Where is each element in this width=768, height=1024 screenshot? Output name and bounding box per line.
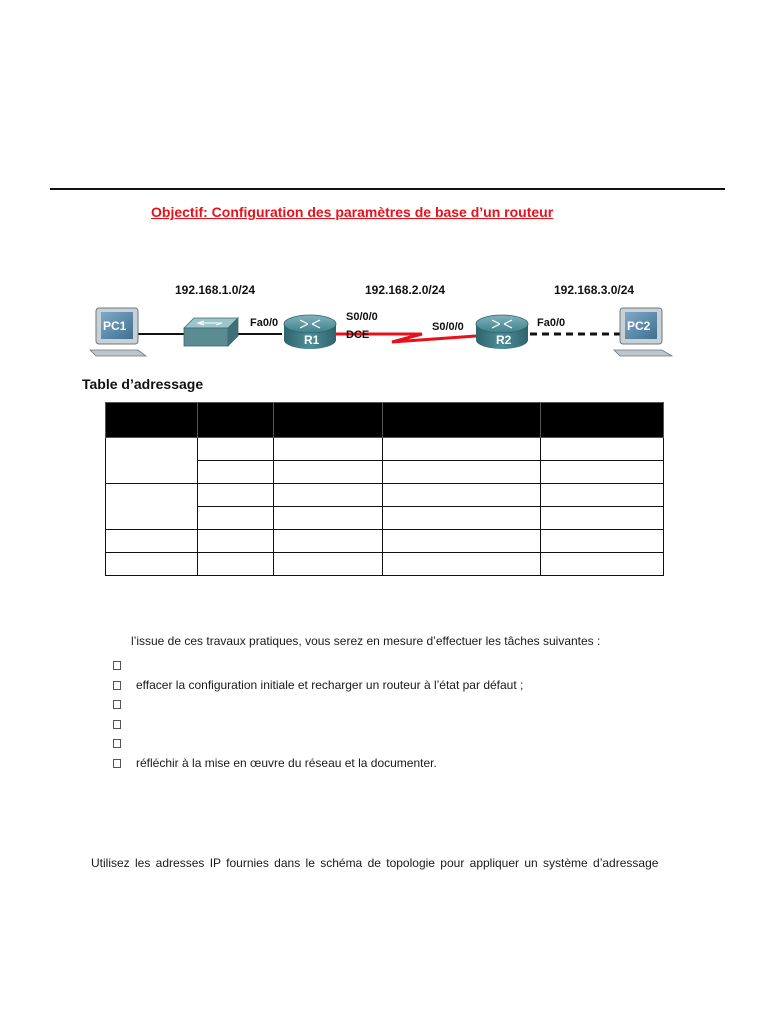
- table-cell: [541, 553, 664, 576]
- table-cell: [198, 438, 274, 461]
- table-cell-device: [106, 438, 198, 484]
- addressing-instruction-text: Utilisez les adresses IP fournies dans le schéma de topologie pour appliquer un système d’adressage: [91, 856, 659, 870]
- addressing-table: [105, 402, 664, 576]
- table-cell: [274, 553, 383, 576]
- table-header-cell: [106, 403, 198, 438]
- table-cell: [383, 507, 541, 530]
- checkbox-bullet-icon: [113, 759, 121, 768]
- pc1-label: PC1: [103, 319, 127, 333]
- table-cell: [541, 461, 664, 484]
- network-label-1: 192.168.1.0/24: [175, 283, 256, 297]
- table-header-cell: [541, 403, 664, 438]
- pc1-icon: [90, 308, 146, 356]
- table-cell: [198, 530, 274, 553]
- table-cell: [198, 553, 274, 576]
- table-cell: [541, 530, 664, 553]
- table-cell: [541, 484, 664, 507]
- table-cell: [198, 484, 274, 507]
- table-cell: [383, 530, 541, 553]
- table-row: [106, 484, 664, 507]
- table-cell: [383, 553, 541, 576]
- checkbox-bullet-icon: [113, 700, 121, 709]
- checkbox-bullet-icon: [113, 681, 121, 690]
- table-header-cell: [274, 403, 383, 438]
- pc2-icon: [614, 308, 672, 356]
- r1-fa-interface-label: Fa0/0: [250, 317, 279, 329]
- table-cell: [274, 461, 383, 484]
- checkbox-bullet-icon: [113, 720, 121, 729]
- network-label-2: 192.168.2.0/24: [365, 283, 446, 297]
- pc2-label: PC2: [627, 319, 651, 333]
- checkbox-bullet-icon: [113, 739, 121, 748]
- list-item: [113, 676, 673, 696]
- router-r2-icon: [476, 315, 528, 349]
- table-cell: [541, 438, 664, 461]
- task-text: effacer la configuration initiale et recharger un routeur à l’état par défaut ;: [136, 678, 524, 693]
- r2-serial-interface-label: S0/0/0: [432, 321, 464, 333]
- table-cell-device: [106, 530, 198, 553]
- list-item: [113, 656, 673, 676]
- table-cell: [274, 507, 383, 530]
- table-cell: [198, 461, 274, 484]
- table-cell: [383, 438, 541, 461]
- list-item: [113, 695, 673, 715]
- table-header-cell: [198, 403, 274, 438]
- task-list: [113, 656, 673, 773]
- checkbox-bullet-icon: [113, 661, 121, 670]
- r1-serial-interface-label: S0/0/0: [346, 311, 378, 323]
- table-cell: [383, 461, 541, 484]
- table-cell: [274, 484, 383, 507]
- table-row: [106, 438, 664, 461]
- network-topology-diagram: [86, 278, 696, 364]
- objective-title: Objectif: Configuration des paramètres de base d’un routeur: [151, 204, 554, 220]
- table-cell: [383, 484, 541, 507]
- table-cell-device: [106, 553, 198, 576]
- r2-fa-interface-label: Fa0/0: [537, 317, 566, 329]
- network-label-3: 192.168.3.0/24: [554, 283, 635, 297]
- addressing-table-title: Table d’adressage: [82, 376, 204, 392]
- r1-dce-label: DCE: [346, 329, 370, 341]
- table-cell: [198, 507, 274, 530]
- table-header-row: [106, 403, 664, 438]
- list-item: [113, 715, 673, 735]
- table-row: [106, 530, 664, 553]
- switch-icon: [184, 318, 238, 346]
- router-r1-icon: [284, 315, 336, 349]
- router-r1-label: R1: [304, 333, 320, 347]
- intro-text: l’issue de ces travaux pratiques, vous serez en mesure d’effectuer les tâches suivantes :: [131, 634, 601, 648]
- list-item: [113, 734, 673, 754]
- list-item: [113, 754, 673, 774]
- table-cell: [274, 438, 383, 461]
- table-cell-device: [106, 484, 198, 530]
- table-cell: [541, 507, 664, 530]
- table-row: [106, 553, 664, 576]
- header-rule: [50, 188, 725, 190]
- router-r2-label: R2: [496, 333, 512, 347]
- table-header-cell: [383, 403, 541, 438]
- task-text: réfléchir à la mise en œuvre du réseau et la documenter.: [136, 756, 437, 771]
- table-cell: [274, 530, 383, 553]
